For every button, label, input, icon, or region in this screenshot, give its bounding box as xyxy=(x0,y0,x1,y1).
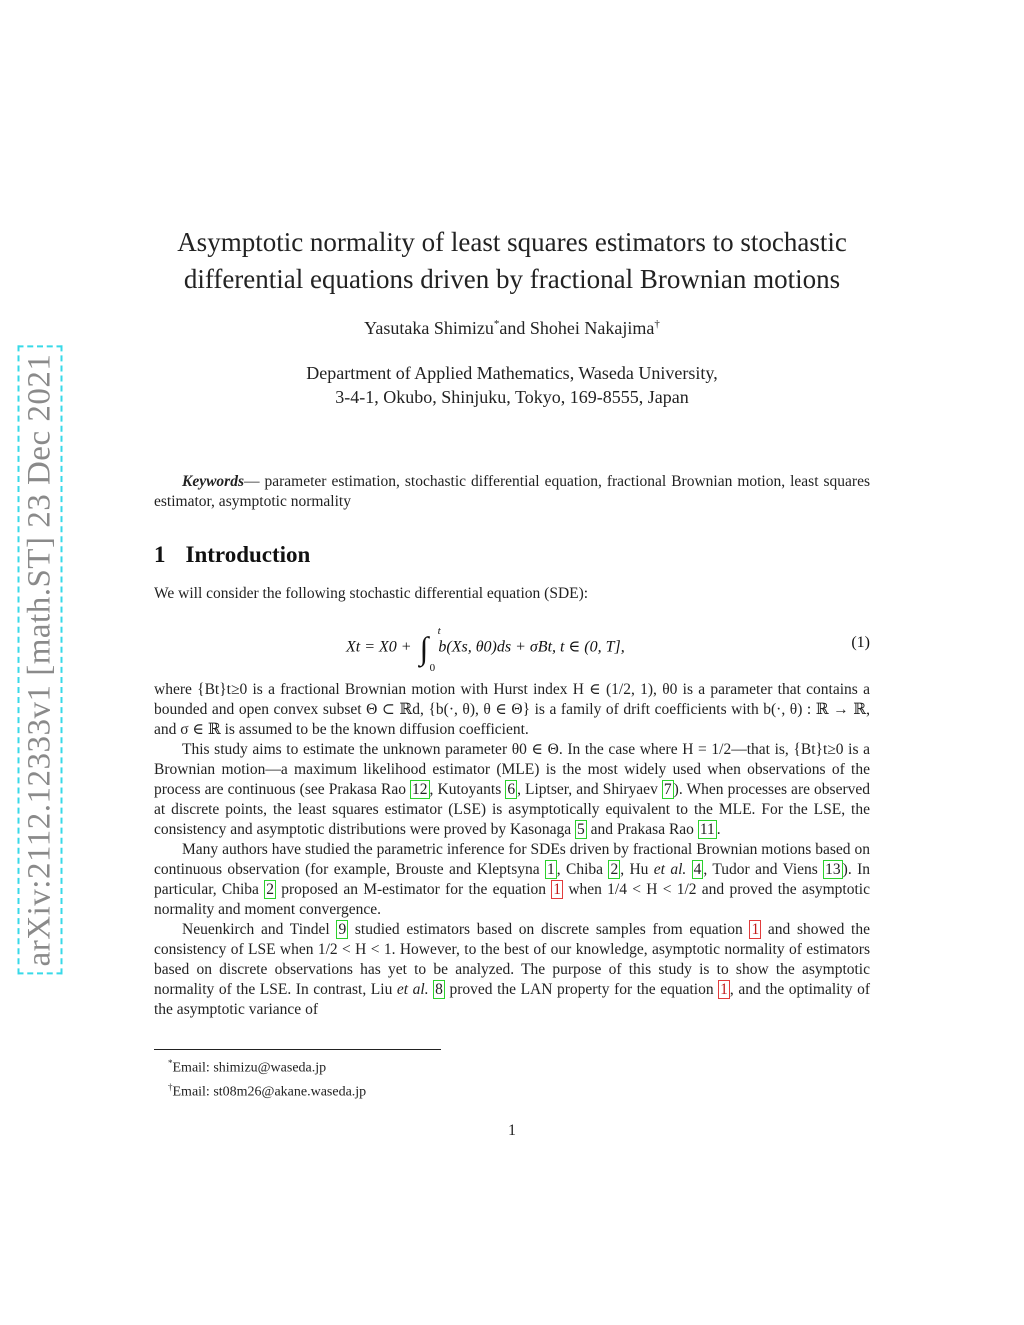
paragraph-3-text: proposed an M-estimator for the equation xyxy=(275,881,552,898)
equation-rhs: b(Xs, θ0)ds + σBt, t ∈ (0, T], xyxy=(438,638,625,656)
footnote-1 xyxy=(168,1054,366,1078)
paragraph-4-text: , and the optimality of the asymptotic variance of xyxy=(154,981,870,1018)
integral-upper-limit: t xyxy=(437,625,441,637)
affiliation-line-2: 3-4-1, Okubo, Shinjuku, Tokyo, 169-8555, Japan xyxy=(335,387,689,407)
equation-body xyxy=(346,625,625,674)
author-line xyxy=(154,318,870,339)
citation-link[interactable]: 1 xyxy=(547,861,555,878)
equation-ref-link[interactable]: 1 xyxy=(720,981,728,998)
keywords-label: Keywords xyxy=(182,473,244,490)
arxiv-side-stamp[interactable]: arXiv:2112.12333v1 [math.ST] 23 Dec 2021 xyxy=(18,346,63,975)
citation-link[interactable]: 4 xyxy=(693,861,702,878)
citation-link[interactable]: 2 xyxy=(266,881,274,898)
equation-ref-link[interactable]: 1 xyxy=(553,881,562,898)
citation-link[interactable]: 9 xyxy=(338,921,347,938)
keywords-text: parameter estimation, stochastic differential equation, fractional Brownian motion, least squares estimator, asymptotic normality xyxy=(154,473,870,510)
author-first: Yasutaka Shimizu xyxy=(364,318,494,338)
equation-number: (1) xyxy=(851,634,870,651)
et-al: et al. xyxy=(396,981,429,998)
paragraph-4-text: and showed the consistency of LSE when 1/2 < H < 1. However, to the best of our knowledge, asymptotic normality of estimators based on discrete observations has yet to be analyzed. The purpose of this study is to show the asymptotic normality of the LSE. In contrast, Liu xyxy=(154,921,870,998)
keywords-block xyxy=(154,472,870,512)
equation-ref-link[interactable]: 1 xyxy=(751,921,760,938)
section-heading xyxy=(154,542,310,568)
introduction-body xyxy=(154,680,870,1020)
page-number: 1 xyxy=(508,1122,516,1139)
paragraph-3-text: , Tudor and Viens xyxy=(703,861,824,878)
paragraph-2-text: , Liptser, and Shiryaev xyxy=(517,781,662,798)
paragraph-1-text: where {Bt}t≥0 is a fractional Brownian motion with Hurst index H ∈ (1/2, 1), θ0 is a parameter that contains a bounded and open convex subset Θ ⊂ ℝd, {b(·, θ), θ ∈ Θ} is a family of drift coefficients with b(·, θ) : ℝ → ℝ, and σ ∈ ℝ is assumed to be the known diffusion coefficient. xyxy=(154,681,870,738)
paragraph-2-text: This study aims to estimate the unknown parameter θ0 ∈ Θ. In the case where H = 1/2—that is, {Bt}t≥0 is a Brownian motion—a maximum likelihood estimator (MLE) is the most widely used when observations of the process are continuous (see Prakasa Rao xyxy=(154,741,870,798)
intro-sentence: We will consider the following stochastic differential equation (SDE): xyxy=(154,585,589,602)
citation-link[interactable]: 6 xyxy=(507,781,516,798)
paragraph-3-text: , Chiba xyxy=(556,861,609,878)
equation-1 xyxy=(154,620,870,674)
affiliation xyxy=(154,361,870,409)
paragraph-4-text: proved the LAN property for the equation xyxy=(444,981,719,998)
citation-link[interactable]: 5 xyxy=(577,821,585,838)
paragraph-3 xyxy=(154,840,870,920)
paper-title: Asymptotic normality of least squares estimators to stochastic differential equations driven by fractional Brownian motions xyxy=(177,227,847,294)
paragraph-2-text: ). When processes are observed at discrete points, the least squares estimator (LSE) is asymptotically equivalent to the MLE. For the LSE, the consistency and asymptotic distributions were proved by Kasonaga xyxy=(154,781,871,838)
author-first-footnote-mark[interactable]: * xyxy=(493,318,500,330)
author-second-footnote-mark[interactable]: † xyxy=(654,318,660,330)
equation-lhs: Xt = X0 + xyxy=(346,638,412,656)
paper-page xyxy=(154,0,870,1325)
paragraph-4-text: Neuenkirch and Tindel xyxy=(182,921,337,938)
footnote-2-text: Email: st08m26@akane.waseda.jp xyxy=(172,1084,367,1100)
footnote-2 xyxy=(168,1078,366,1102)
integral-sign: ∫ t 0 xyxy=(419,625,441,674)
paragraph-2-text: , Kutoyants xyxy=(429,781,506,798)
section-title: Introduction xyxy=(185,542,311,567)
paragraph-2-text: . xyxy=(716,821,721,838)
citation-link[interactable]: 8 xyxy=(435,981,443,998)
author-connector: and xyxy=(499,318,526,338)
paragraph-4-text: studied estimators based on discrete samples from equation xyxy=(348,921,750,938)
author-second: Shohei Nakajima xyxy=(529,318,655,338)
paragraph-4 xyxy=(154,920,870,1020)
paragraph-1 xyxy=(154,680,870,740)
paragraph-2 xyxy=(154,740,870,840)
footnotes xyxy=(168,1054,366,1101)
paragraph-2-text: and Prakasa Rao xyxy=(586,821,698,838)
footnote-divider xyxy=(154,1049,441,1050)
keywords-dash: — xyxy=(244,473,260,490)
paragraph-3-text: Many authors have studied the parametric inference for SDEs driven by fractional Brownian motions based on continuous observation (for example, Brouste and Kleptsyna xyxy=(154,841,870,878)
citation-link[interactable]: 11 xyxy=(699,821,715,838)
citation-link[interactable]: 7 xyxy=(663,781,672,798)
citation-link[interactable]: 13 xyxy=(825,861,841,878)
section-number: 1 xyxy=(154,542,166,567)
affiliation-line-1: Department of Applied Mathematics, Waseda University, xyxy=(306,363,718,383)
citation-link[interactable]: 2 xyxy=(610,861,619,878)
et-al: et al. xyxy=(653,861,687,878)
footnote-1-mark: * xyxy=(168,1058,173,1068)
footnote-2-mark: † xyxy=(168,1081,173,1092)
citation-link[interactable]: 12 xyxy=(412,781,428,798)
paragraph-3-text: ). In particular, Chiba xyxy=(154,861,870,898)
integral-lower-limit: 0 xyxy=(429,662,436,674)
footnote-1-text: Email: shimizu@waseda.jp xyxy=(172,1060,327,1076)
paragraph-3-text: when 1/4 < H < 1/2 and proved the asymptotic normality and moment convergence. xyxy=(154,881,870,918)
paragraph-3-text xyxy=(686,861,691,878)
paragraph-3-text: , Hu xyxy=(620,861,654,878)
